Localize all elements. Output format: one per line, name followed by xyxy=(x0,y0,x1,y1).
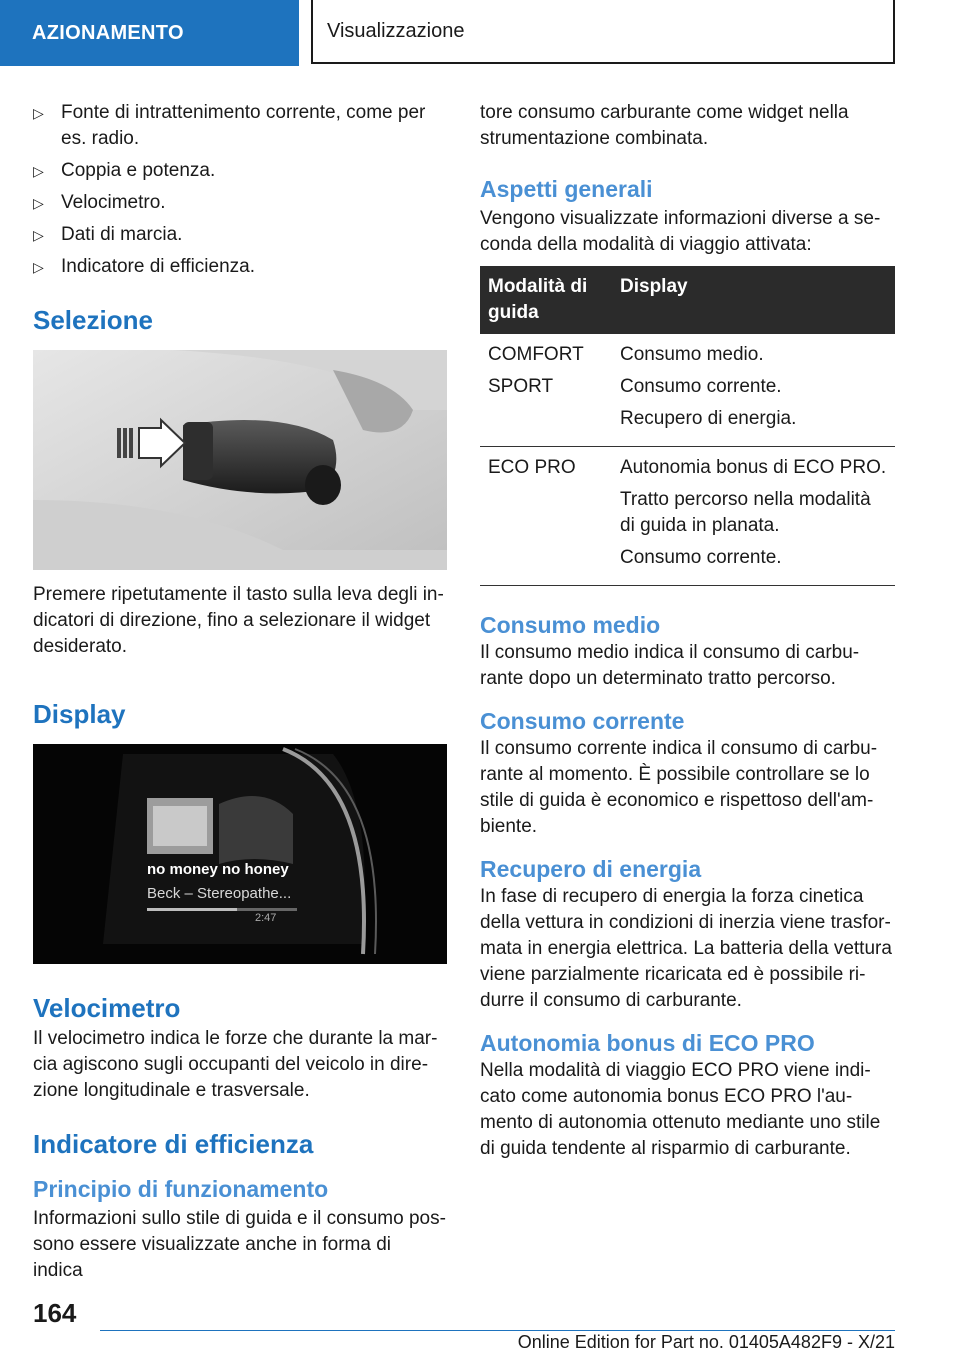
triangle-bullet-icon: ▷ xyxy=(33,105,44,121)
principio-heading: Principio di funzionamento xyxy=(33,1176,329,1202)
triangle-bullet-icon: ▷ xyxy=(33,195,44,211)
aspetti-text: Vengono visualizzate informazioni diverse a seconda della modalità di viaggio attivata: xyxy=(480,208,881,255)
autonomia-text: Nella modalità di viaggio ECO PRO viene indicato come autonomia bonus ECO PRO l'aumento di autonomia ottenuto mediante uno stile di guida tendente al risparmio di carburante. xyxy=(480,1060,881,1159)
table-header-display: Display xyxy=(612,266,895,334)
selezione-text: Premere ripetutamente il tasto sulla leva degli indicatori di direzione, fino a selezionare il widget desiderato. xyxy=(33,584,444,657)
table-row xyxy=(480,447,895,586)
page-number: 164 xyxy=(33,1298,77,1328)
turn-signal-lever-image xyxy=(33,350,447,570)
mode-sport: SPORT xyxy=(488,376,554,397)
chapter-title: AZIONAMENTO xyxy=(32,21,184,44)
topic-tab xyxy=(311,0,895,64)
triangle-bullet-icon: ▷ xyxy=(33,227,44,243)
footer-divider xyxy=(100,1330,895,1331)
selezione-heading: Selezione xyxy=(33,305,153,335)
left-column xyxy=(33,100,447,1284)
autonomia-heading: Autonomia bonus di ECO PRO xyxy=(480,1030,815,1056)
track-artist: Beck – Stereopathe... xyxy=(147,885,292,902)
list-item: ▷ Dati di marcia. xyxy=(33,222,447,248)
consumo-medio-heading: Consumo medio xyxy=(480,612,661,638)
recupero-heading: Recupero di energia xyxy=(480,856,702,882)
mode-eco-pro: ECO PRO xyxy=(488,457,576,478)
list-item: ▷ Fonte di intrattenimento corrente, come per es. radio. xyxy=(33,102,426,149)
display-item: Tratto percorso nella modalità di guida in planata. xyxy=(620,489,871,536)
display-item: Consumo corrente. xyxy=(620,547,782,568)
playback-progress-bar xyxy=(147,908,237,911)
display-item: Consumo corrente. xyxy=(620,376,782,397)
mode-comfort: COMFORT xyxy=(488,344,584,365)
consumo-corrente-text: Il consumo corrente indica il consumo di carburante al momento. È possibile controllare se lo stile di guida è economico e rispettoso dell'ambiente. xyxy=(480,738,878,837)
table-header-mode: Modalità di guida xyxy=(480,266,612,334)
topic-title: Visualizzazione xyxy=(327,19,465,42)
velocimetro-text: Il velocimetro indica le forze che durante la marcia agiscono sugli occupanti del veicolo in direzione longitudinale e trasversale. xyxy=(33,1028,438,1101)
track-time: 2:47 xyxy=(255,912,277,924)
instrument-cluster-widget-image xyxy=(33,744,447,964)
consumo-corrente-heading: Consumo corrente xyxy=(480,708,685,734)
track-title: no money no honey xyxy=(147,861,289,878)
recupero-text: In fase di recupero di energia la forza cinetica della vettura in condizioni di inerzia viene trasformata in energia elettrica. La batteria della vettura viene parzialmente ricaricata ed è possibile ridurre il consumo di carburante. xyxy=(480,886,892,1011)
right-column xyxy=(480,100,895,1162)
triangle-bullet-icon: ▷ xyxy=(33,163,44,179)
feature-list xyxy=(33,100,447,280)
principio-text: Informazioni sullo stile di guida e il consumo possono essere visualizzate anche in forma di indica xyxy=(33,1208,446,1281)
consumo-medio-text: Il consumo medio indica il consumo di carburante dopo un determinato tratto percorso. xyxy=(480,642,860,689)
drive-mode-table xyxy=(480,266,895,586)
continuation-text: tore consumo carburante come widget nella strumentazione combinata. xyxy=(480,102,849,149)
velocimetro-heading: Velocimetro xyxy=(33,993,181,1023)
list-item: ▷ Velocimetro. xyxy=(33,190,447,216)
triangle-bullet-icon: ▷ xyxy=(33,259,44,275)
display-item: Autonomia bonus di ECO PRO. xyxy=(620,457,887,478)
display-item: Recupero di energia. xyxy=(620,408,797,429)
table-row xyxy=(480,334,895,447)
display-item: Consumo medio. xyxy=(620,344,764,365)
chapter-tab xyxy=(0,0,299,66)
edition-note: Online Edition for Part no. 01405A482F9 - X/21 xyxy=(517,1332,895,1352)
list-item: ▷ Coppia e potenza. xyxy=(33,158,447,184)
indicatore-heading: Indicatore di efficienza xyxy=(33,1129,314,1159)
aspetti-heading: Aspetti generali xyxy=(480,176,653,202)
list-item: ▷ Indicatore di efficienza. xyxy=(33,254,447,280)
display-heading: Display xyxy=(33,699,126,729)
